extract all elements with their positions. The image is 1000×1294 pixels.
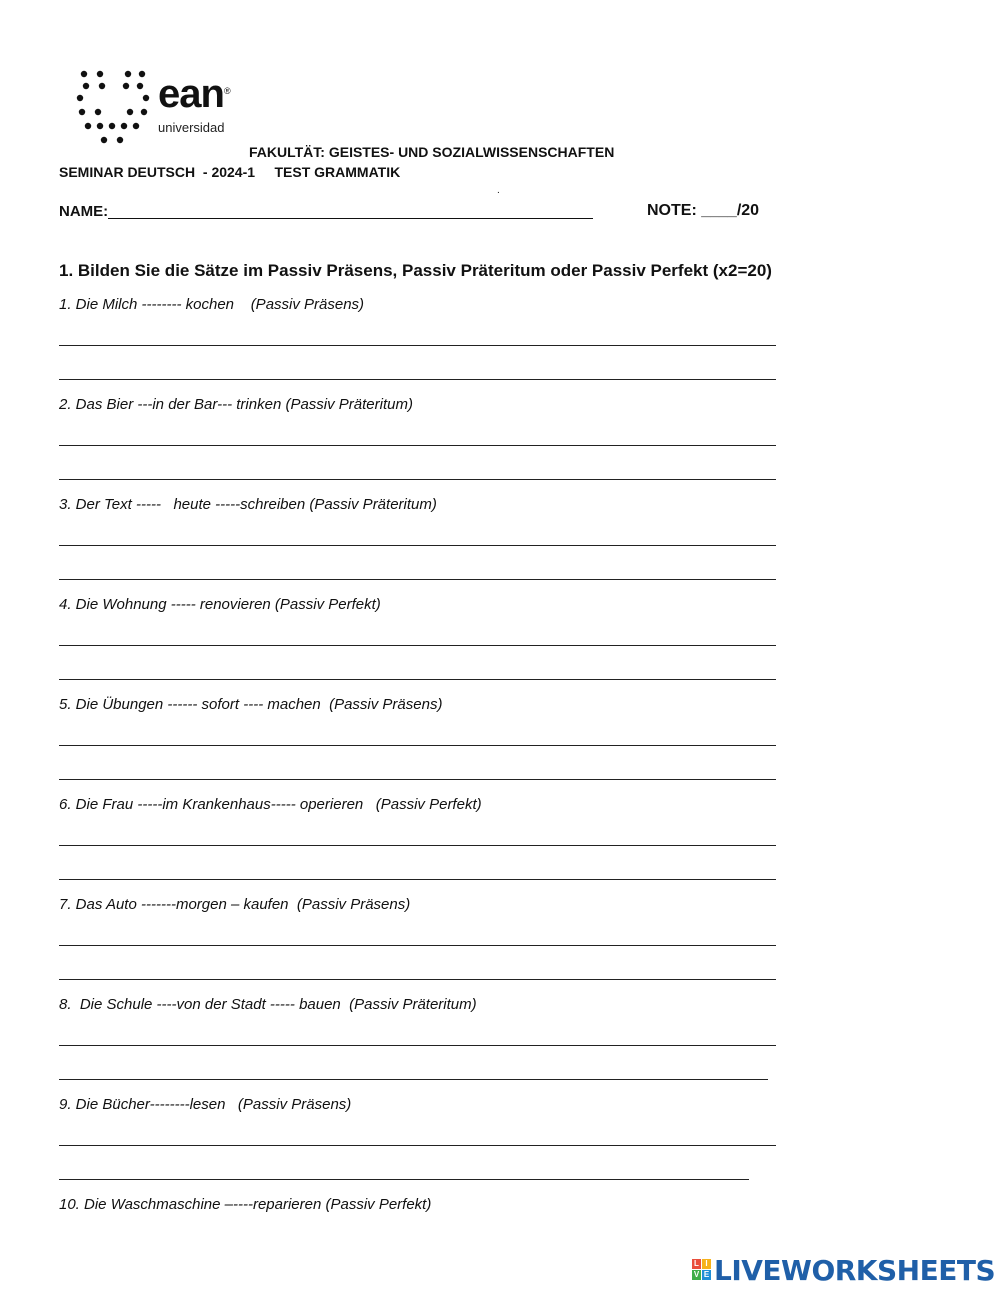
stray-dot: .	[497, 185, 500, 196]
answer-line-8-2[interactable]	[59, 1079, 768, 1080]
exercise-item-9: 9. Die Bücher--------lesen (Passiv Präsens)	[59, 1096, 352, 1113]
badge-letter-l: L	[692, 1259, 701, 1269]
answer-line-9-2[interactable]	[59, 1179, 749, 1180]
logo-dot-12	[95, 109, 101, 115]
exercise-item-5: 5. Die Übungen ------ sofort ---- machen (Passiv Präsens)	[59, 696, 443, 713]
answer-line-7-1[interactable]	[59, 945, 776, 946]
exercise-item-7: 7. Das Auto -------morgen – kaufen (Passiv Präsens)	[59, 896, 411, 913]
logo-dot-20	[101, 137, 107, 143]
logo-dot-10	[143, 95, 149, 101]
answer-line-6-1[interactable]	[59, 845, 776, 846]
logo-dot-9	[77, 95, 83, 101]
answer-line-1-2[interactable]	[59, 379, 776, 380]
answer-line-5-2[interactable]	[59, 779, 776, 780]
logo-dot-6	[99, 83, 105, 89]
exercise-item-1: 1. Die Milch -------- kochen (Passiv Präsens)	[59, 296, 365, 313]
logo-dot-7	[123, 83, 129, 89]
logo-dots-icon	[74, 68, 154, 148]
logo-dot-11	[79, 109, 85, 115]
logo-word: ean	[158, 72, 224, 116]
logo-registered-mark: ®	[224, 86, 231, 96]
seminar-title: SEMINAR DEUTSCH - 2024-1 TEST GRAMMATIK	[59, 164, 401, 180]
badge-letter-v: V	[693, 1270, 700, 1279]
logo-dot-14	[141, 109, 147, 115]
logo-dot-5	[83, 83, 89, 89]
logo-dot-4	[139, 71, 145, 77]
logo-dot-16	[97, 123, 103, 129]
logo-dot-2	[97, 71, 103, 77]
exercise-item-3: 3. Der Text ----- heute -----schreiben (Passiv Präteritum)	[59, 496, 437, 513]
badge-letter-e: E	[703, 1270, 710, 1279]
answer-line-3-2[interactable]	[59, 579, 776, 580]
faculty-title: FAKULTÄT: GEISTES- UND SOZIALWISSENSCHAFTEN	[249, 144, 615, 160]
exercise-item-8: 8. Die Schule ----von der Stadt ----- bauen (Passiv Präteritum)	[59, 996, 477, 1013]
answer-line-1-1[interactable]	[59, 345, 776, 346]
name-label: NAME:	[59, 203, 109, 220]
logo-dot-3	[125, 71, 131, 77]
answer-line-6-2[interactable]	[59, 879, 776, 880]
answer-line-3-1[interactable]	[59, 545, 776, 546]
logo-dot-8	[137, 83, 143, 89]
liveworksheets-badge-icon	[692, 1259, 712, 1281]
answer-line-8-1[interactable]	[59, 1045, 776, 1046]
instruction-heading: 1. Bilden Sie die Sätze im Passiv Präsens, Passiv Präteritum oder Passiv Perfekt (x2=20)	[59, 261, 772, 280]
exercise-item-4: 4. Die Wohnung ----- renovieren (Passiv Perfekt)	[59, 596, 381, 613]
answer-line-5-1[interactable]	[59, 745, 776, 746]
logo-dot-15	[85, 123, 91, 129]
exercise-item-6: 6. Die Frau -----im Krankenhaus----- operieren (Passiv Perfekt)	[59, 796, 482, 813]
answer-line-9-1[interactable]	[59, 1145, 776, 1146]
logo-dot-1	[81, 71, 87, 77]
name-answer-line[interactable]	[108, 218, 593, 219]
exercise-item-2: 2. Das Bier ---in der Bar--- trinken (Passiv Präteritum)	[59, 396, 413, 413]
exercise-item-10: 10. Die Waschmaschine –----reparieren (Passiv Perfekt)	[59, 1196, 432, 1213]
note-score: NOTE: ____/20	[647, 202, 760, 219]
badge-letter-i: I	[702, 1259, 711, 1269]
answer-line-7-2[interactable]	[59, 979, 776, 980]
logo-dot-13	[127, 109, 133, 115]
answer-line-2-2[interactable]	[59, 479, 776, 480]
logo-dot-17	[109, 123, 115, 129]
logo-dot-21	[117, 137, 123, 143]
answer-line-4-1[interactable]	[59, 645, 776, 646]
logo-dot-19	[133, 123, 139, 129]
liveworksheets-wordmark: LIVEWORKSHEETS	[714, 1254, 996, 1287]
answer-line-4-2[interactable]	[59, 679, 776, 680]
logo-dot-18	[121, 123, 127, 129]
logo-subtitle: universidad	[158, 120, 225, 135]
answer-line-2-1[interactable]	[59, 445, 776, 446]
ean-logo	[74, 68, 244, 148]
